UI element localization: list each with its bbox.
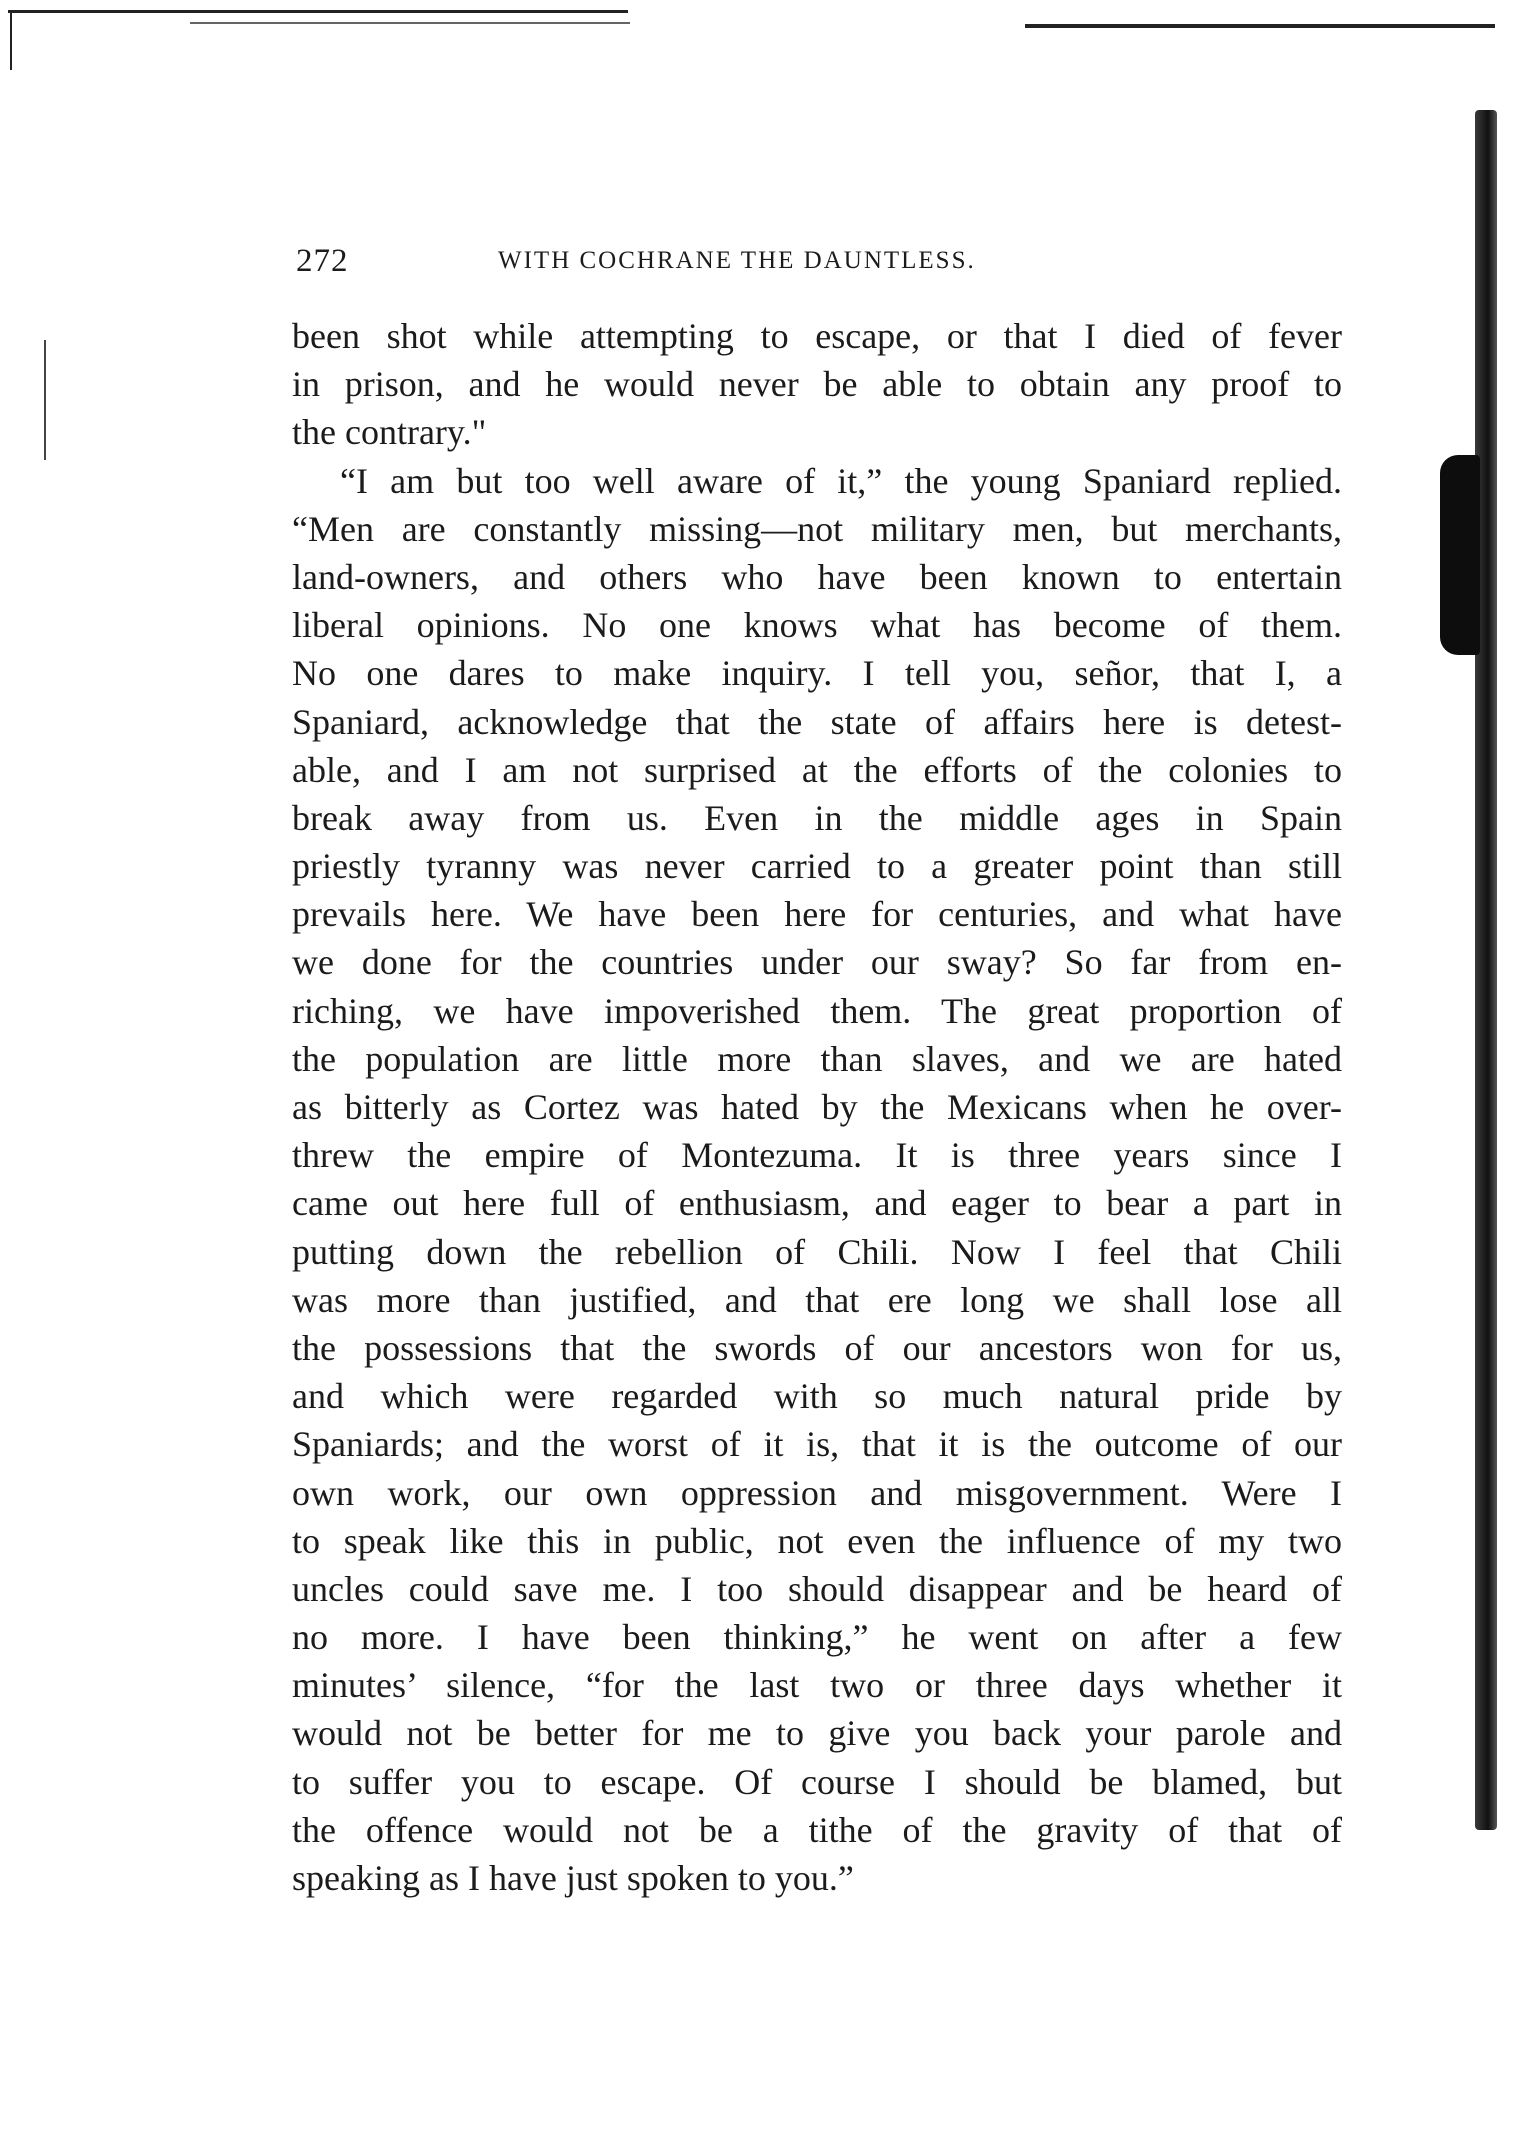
scan-rule-top-left bbox=[8, 10, 628, 13]
book-binding-edge bbox=[1475, 110, 1497, 1830]
text-line: minutes’ silence, “for the last two or three days whether it bbox=[292, 1665, 1342, 1706]
text-line: would not be better for me to give you back your parole and bbox=[292, 1713, 1342, 1754]
text-line: came out here full of enthusiasm, and eager to bear a part in bbox=[292, 1183, 1342, 1224]
text-line: “Men are constantly missing—not military men, but merchants, bbox=[292, 508, 1342, 549]
text-line: no more. I have been thinking,” he went on after a few bbox=[292, 1617, 1342, 1658]
running-title: WITH COCHRANE THE DAUNTLESS. bbox=[498, 247, 976, 274]
text-line: Spaniards; and the worst of it is, that it is the outcome of our bbox=[292, 1424, 1342, 1465]
margin-mark bbox=[44, 340, 46, 460]
text-line: in prison, and he would never be able to obtain any proof to bbox=[292, 364, 1342, 405]
text-line: the contrary." bbox=[292, 412, 487, 453]
text-line: liberal opinions. No one knows what has become of them. bbox=[292, 605, 1342, 646]
text-line: was more than justified, and that ere long we shall lose all bbox=[292, 1279, 1342, 1320]
text-line: and which were regarded with so much natural pride by bbox=[292, 1376, 1342, 1417]
text-line: able, and I am not surprised at the efforts of the colonies to bbox=[292, 749, 1342, 790]
text-line: to speak like this in public, not even the influence of my two bbox=[292, 1520, 1342, 1561]
page-number: 272 bbox=[296, 243, 349, 279]
text-line: Spaniard, acknowledge that the state of affairs here is detest- bbox=[292, 701, 1342, 742]
text-line: land-owners, and others who have been known to entertain bbox=[292, 556, 1342, 597]
text-line: the possessions that the swords of our ancestors won for us, bbox=[292, 1327, 1342, 1368]
text-line: we done for the countries under our sway? So far from en- bbox=[292, 942, 1342, 983]
text-line: priestly tyranny was never carried to a greater point than still bbox=[292, 846, 1342, 887]
text-line: speaking as I have just spoken to you.” bbox=[292, 1858, 854, 1898]
text-line: own work, our own oppression and misgovernment. Were I bbox=[292, 1472, 1342, 1513]
text-line: putting down the rebellion of Chili. Now I feel that Chili bbox=[292, 1231, 1342, 1272]
text-line: prevails here. We have been here for centuries, and what have bbox=[292, 894, 1342, 935]
body-text bbox=[292, 312, 1342, 1902]
text-line: threw the empire of Montezuma. It is three years since I bbox=[292, 1135, 1342, 1176]
scan-rule-top-left-secondary bbox=[190, 22, 630, 24]
text-line: to suffer you to escape. Of course I should be blamed, but bbox=[292, 1761, 1342, 1802]
text-line: “I am but too well aware of it,” the young Spaniard replied. bbox=[340, 460, 1342, 501]
text-line: riching, we have impoverished them. The great proportion of bbox=[292, 990, 1342, 1031]
scan-edge-left bbox=[10, 10, 12, 70]
scan-rule-top-right bbox=[1025, 24, 1495, 28]
text-line: been shot while attempting to escape, or that I died of fever bbox=[292, 316, 1342, 356]
text-line: No one dares to make inquiry. I tell you, señor, that I, a bbox=[292, 653, 1342, 694]
text-line: as bitterly as Cortez was hated by the Mexicans when he over- bbox=[292, 1087, 1342, 1127]
text-line: uncles could save me. I too should disappear and be heard of bbox=[292, 1568, 1342, 1609]
running-head bbox=[0, 243, 1527, 287]
binding-shadow bbox=[1440, 455, 1480, 655]
text-line: the offence would not be a tithe of the gravity of that of bbox=[292, 1809, 1342, 1850]
text-line: break away from us. Even in the middle ages in Spain bbox=[292, 797, 1342, 838]
text-line: the population are little more than slaves, and we are hated bbox=[292, 1038, 1342, 1079]
